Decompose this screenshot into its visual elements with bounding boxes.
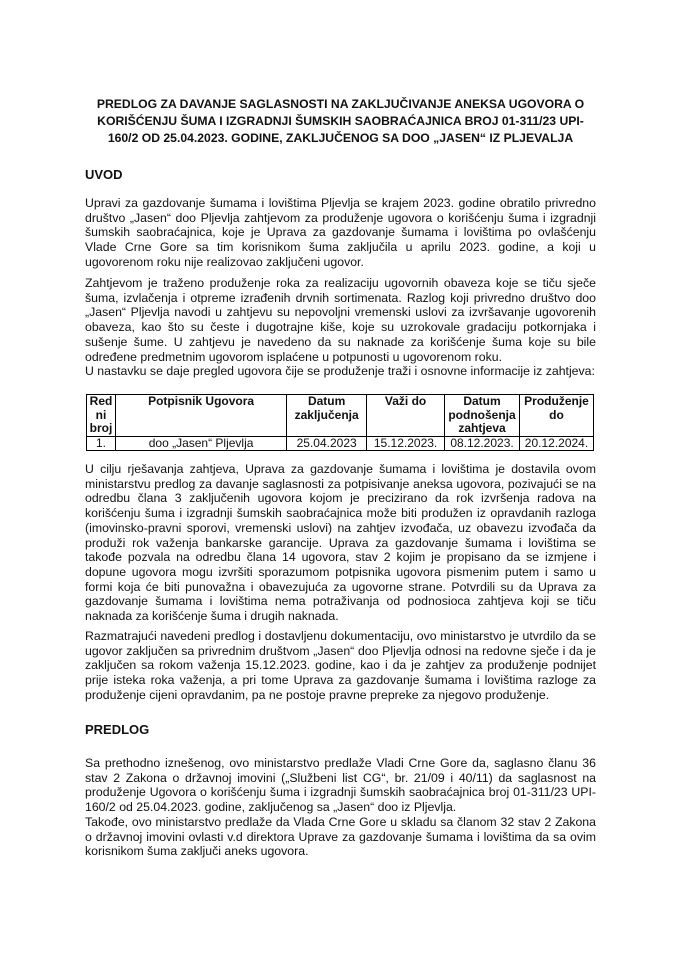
- paragraph-uvod-1: Upravi za gazdovanje šumama i lovištima Pljevlja se krajem 2023. godine obratilo privredno društvo „Jasen“ doo Pljevlja zahtjevom za produženje ugovora o korišćenju šuma i izgradnji šumskih saobraćajnica, koje je Uprava za gazdovanje šumama i lovištima po ovlašćenju Vlade Crne Gore sa tim korisnikom šuma zaključila u aprilu 2023. godine, a koji u ugovorenom roku nije realizovao zaključeni ugovor.: [85, 196, 596, 269]
- paragraph-body-2: Razmatrajući navedeni predlog i dostavljenu dokumentaciju, ovo ministarstvo je utvrdilo da se ugovor zaključen sa privrednim društvom „Jasen“ doo Pljevlja odnosi na redovne sječe i da je zaključen sa rokom važenja 15.12.2023. godine, kao i da je zahtjev za produženje podnijet prije isteka roka važenja, a pri tome Uprava za gazdovanje šumama i lovištima razloge za produženje cijeni opravdanim, pa ne postoje pravne prepreke za njegovo produženje.: [85, 629, 596, 702]
- heading-uvod: UVOD: [85, 167, 123, 182]
- column-header: Važi do: [367, 395, 445, 437]
- paragraph-uvod-2: Zahtjevom je traženo produženje roka za realizaciju ugovornih obaveza koje se tiču sječe šuma, izvlačenja i otpreme izrađenih drvnih sortimenata. Razlog koji privredno društvo doo „Jasen“ Pljevlja navodi u zahtjevu su nepovoljni vremenski uslovi za izvršavanje ugovorenih obaveza, kao što su česte i dugotrajne kiše, koje su uzrokovale gradaciju potkornjaka i sušenje šume. U zahtjevu je navedeno da su naknade za korišćenje šuma koje su bile određene predmetnim ugovorom isplaćene u potpunosti u ugovorenom roku.: [85, 276, 596, 364]
- paragraph-predlog-1: Sa prethodno iznešenog, ovo ministarstvo predlaže Vladi Crne Gore da, saglasno članu 36 stav 2 Zakona o državnoj imovini („Službeni list CG“, br. 21/09 i 40/11) da saglasnost na produženje Ugovora o korišćenju šuma i izgradnji šumskih saobraćajnica broj 01-311/23 UPI-160/2 od 25.04.2023. godine, zaključenog sa „Jasen“ doo iz Pljevlja.: [85, 756, 596, 815]
- table-cell: 15.12.2023.: [367, 436, 445, 451]
- table-cell: doo „Jasen“ Pljevlja: [115, 436, 286, 451]
- paragraph-uvod-3: U nastavku se daje pregled ugovora čije se produženje traži i osnovne informacije iz zahtjeva:: [85, 364, 595, 378]
- column-header: Red ni broj: [87, 395, 116, 437]
- heading-predlog: PREDLOG: [85, 722, 150, 737]
- column-header: Potpisnik Ugovora: [115, 395, 286, 437]
- table-cell: 08.12.2023.: [445, 436, 520, 451]
- column-header: Datum podnošenja zahtjeva: [445, 395, 520, 437]
- paragraph-body-1: U cilju rješavanja zahtjeva, Uprava za gazdovanje šumama i lovištima je dostavila ovom ministarstvu predlog za davanje saglasnosti za potpisivanje aneksa ugovora, pozivajući se na odredbu člana 3 zaključenih ugovora kojom je precizirano da rok izvršenja radova na korišćenju šuma i izgradnji šumskih saobraćajnica može biti produžen iz opravdanih razloga (imovinsko-pravni sporovi, vremenski uslovi) na zahtjev izvođača, uz obavezu izvođača da produži rok važenja bankarske garancije. Uprava za gazdovanje šumama i lovištima se takođe pozvala na odredbu člana 14 ugovora, stav 2 kojim je propisano da se izmjene i dopune ugovora mogu izvršiti sporazumom potpisnika ugovora pismenim putem i samo u formi koja će biti punovažna i obavezujuća za ugovorne strane. Potvrdili su da Uprava za gazdovanje šumama i lovištima nema potraživanja od podnosioca zahtjeva koji se tiču naknada za korišćenje šuma i drugih naknada.: [85, 462, 596, 624]
- contracts-table: [86, 394, 594, 451]
- table-row: [87, 436, 594, 451]
- column-header: Datum zaključenja: [287, 395, 367, 437]
- document-title: PREDLOG ZA DAVANJE SAGLASNOSTI NA ZAKLJUČIVANJE ANEKSA UGOVORA O KORIŠĆENJU ŠUMA I IZGRADNJI ŠUMSKIH SAOBRAĆAJNICA BROJ 01-311/23 UPI-160/2 OD 25.04.2023. GODINE, ZAKLJUČENOG SA DOO „JASEN“ IZ PLJEVALJA: [96, 97, 585, 145]
- paragraph-predlog-2: Takođe, ovo ministarstvo predlaže da Vlada Crne Gore u skladu sa članom 32 stav 2 Zakona o državnoj imovini ovlasti v.d direktora Uprave za gazdovanje šumama i lovištima da sa ovim korisnikom šuma zaključi aneks ugovora.: [85, 815, 596, 859]
- table-cell: 1.: [87, 436, 116, 451]
- table-header-row: [87, 395, 594, 437]
- table-cell: 25.04.2023: [287, 436, 367, 451]
- table-cell: 20.12.2024.: [520, 436, 594, 451]
- column-header: Produženje do: [520, 395, 594, 437]
